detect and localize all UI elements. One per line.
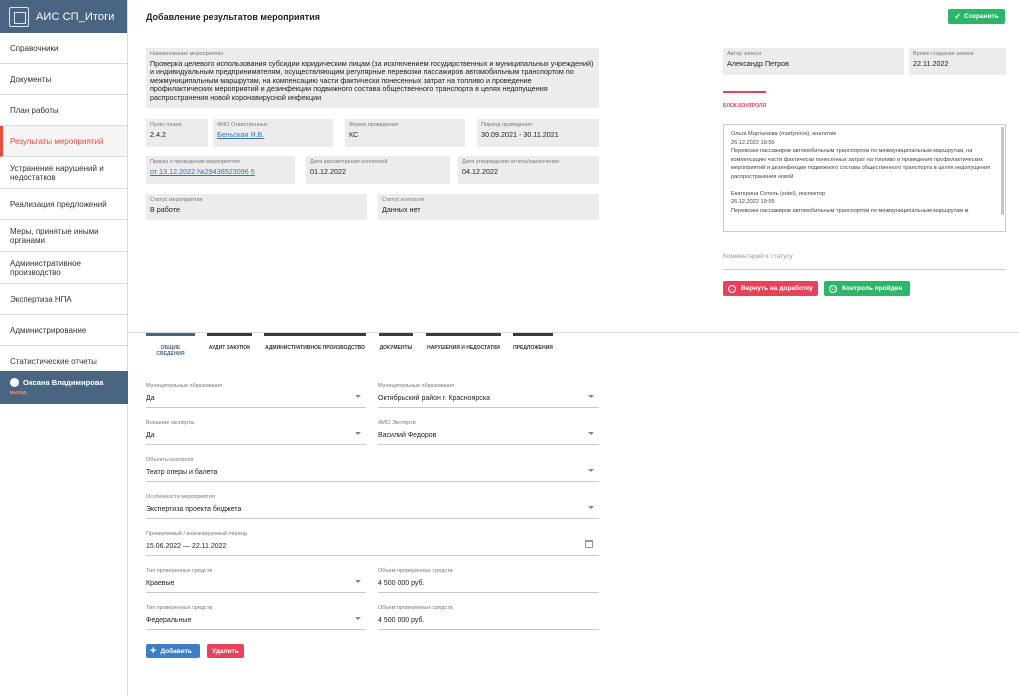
tab-procurement-audit[interactable]	[207, 333, 252, 351]
field-value: Театр оперы и балета	[146, 469, 218, 476]
add-button[interactable]	[146, 644, 200, 658]
control-passed-button[interactable]	[824, 281, 910, 296]
sidebar-item-violations[interactable]: Устранение нарушений и недостатков	[0, 157, 127, 189]
approve-date-field	[458, 156, 599, 184]
chevron-down-icon	[355, 617, 361, 620]
tab-label: ПРЕДЛОЖЕНИЯ	[513, 345, 553, 351]
add-button-label: Добавить	[160, 647, 192, 655]
history-author: Екатерина Сотель (sotel), инспектор	[731, 190, 826, 197]
sidebar-item-proposals[interactable]: Реализация предложений	[0, 189, 127, 220]
author-label: Автор записи	[727, 51, 762, 57]
order-field	[146, 156, 295, 184]
approve-date-label: Дата утверждения отчета/заключения	[462, 159, 560, 165]
control-objects-select[interactable]	[146, 457, 599, 482]
tab-proposals[interactable]	[513, 333, 553, 351]
external-experts-select[interactable]	[146, 420, 366, 445]
municipal-select[interactable]	[146, 383, 366, 408]
sidebar-item-stat-reports[interactable]: Статистические отчеты	[0, 346, 127, 377]
period-value: 30.09.2021 - 30.11.2021	[481, 130, 559, 139]
return-for-revision-button[interactable]	[723, 281, 818, 296]
sidebar-item-admin-proceedings[interactable]: Административное производство	[0, 252, 127, 284]
municipal-district-select[interactable]	[378, 383, 599, 408]
plus-icon: +	[150, 645, 157, 657]
sidebar-item-other-measures[interactable]: Меры, принятые иными органами	[0, 220, 127, 252]
funds-volume-input[interactable]	[378, 568, 599, 593]
smile-icon: ☺	[830, 285, 836, 292]
history-author: Ольга Мартынова (martynova), аналитик	[731, 131, 837, 137]
field-value: Краевые	[146, 580, 175, 587]
period-field	[477, 119, 599, 147]
funds-type-select[interactable]	[146, 568, 366, 593]
tab-label: ДОКУМЕНТЫ	[379, 345, 413, 351]
field-label: Тип проверенных средств	[146, 568, 213, 574]
app-brand[interactable]	[0, 0, 127, 33]
chevron-down-icon	[588, 395, 594, 398]
control-block-label[interactable]: БЛОК КОНТРОЛЯ	[723, 103, 767, 109]
chevron-down-icon	[588, 432, 594, 435]
plan-item-field	[146, 119, 208, 147]
responsible-field	[213, 119, 333, 147]
chevron-down-icon	[588, 469, 594, 472]
author-value: Александр Петров	[727, 59, 789, 68]
sidebar-item-administration[interactable]: Администрирование	[0, 315, 127, 346]
approve-date-value: 04.12.2022	[462, 167, 498, 176]
sidebar-item-documents[interactable]: Документы	[0, 64, 127, 95]
form-value: КС	[349, 130, 359, 139]
field-value: Октябрьский район г. Красноярска	[378, 395, 490, 402]
chevron-down-icon	[588, 506, 594, 509]
responsible-link[interactable]: Бельская Я.В.	[217, 130, 265, 139]
control-tab-indicator	[723, 91, 766, 93]
field-value: Экспертиза проекта бюджета	[146, 506, 242, 513]
audit-period-input[interactable]	[146, 531, 599, 556]
author-field	[723, 48, 904, 75]
form-label: Форма проведения	[349, 122, 398, 128]
event-features-select[interactable]	[146, 494, 599, 519]
tab-admin-proceedings[interactable]	[264, 333, 366, 351]
sidebar-item-work-plan[interactable]: План работы	[0, 95, 127, 126]
field-label: Объем проверенных средств	[378, 605, 453, 611]
event-status-field	[146, 194, 367, 220]
event-name-field	[146, 48, 599, 108]
tab-documents[interactable]	[379, 333, 413, 351]
review-date-value: 01.12.2022	[310, 167, 346, 176]
review-date-label: Дата рассмотрения коллегией	[310, 159, 388, 165]
field-value: 15.06.2022 — 22.11.2022	[146, 543, 227, 550]
review-date-field	[306, 156, 450, 184]
field-label: Тип проверенных средств	[146, 605, 213, 611]
tab-label: ОБЩИЕ СВЕДЕНИЯ	[156, 345, 185, 357]
control-status-label: Статус контроля	[382, 197, 425, 203]
history-text: Перевозки пассажиров автомобильным транспортом по межмуниципальным маршрутам м	[731, 207, 969, 214]
history-text: Перевозки пассажиров автомобильным транспортом по межмуниципальным маршрутам, на компенсацию части фактически понесенных затрат на топливо и проведение профилактических мероприятий и дезинфекции подвижного состава общественного транспорта в целях недопущения распространения новой	[731, 148, 991, 180]
page-title: Добавление результатов мероприятия	[146, 12, 320, 22]
field-label: Объем проверенных средств	[378, 568, 453, 574]
save-button-label: Сохранить	[963, 13, 999, 20]
save-button[interactable]	[948, 9, 1005, 24]
sidebar-item-npa-expertise[interactable]: Экспертиза НПА	[0, 284, 127, 315]
control-history[interactable]	[723, 124, 1006, 232]
tab-general[interactable]	[146, 333, 195, 357]
tab-label: НАРУШЕНИЯ И НЕДОСТАТКИ	[427, 345, 500, 351]
chevron-down-icon	[355, 580, 361, 583]
calendar-icon[interactable]	[585, 540, 593, 548]
history-entry	[731, 130, 998, 182]
field-label: ФИО Эксперта	[378, 420, 416, 426]
order-label: Приказ о проведении мероприятия	[150, 159, 240, 165]
field-value: Да	[146, 432, 155, 439]
section-divider	[128, 332, 1019, 333]
chevron-down-icon	[355, 395, 361, 398]
field-label: Муниципальные образования	[146, 383, 223, 389]
user-name: Оксана Владимирова	[23, 378, 104, 387]
plan-item-label: Пункт плана	[150, 122, 182, 128]
field-value: 4 500 000 руб.	[378, 617, 425, 624]
user-avatar-icon	[10, 378, 19, 387]
chevron-down-icon	[355, 432, 361, 435]
return-icon: ←	[729, 285, 735, 292]
status-comment-input[interactable]: Комментарий к статусу	[723, 253, 1006, 270]
app-title: АИС СП_Итоги	[36, 10, 115, 23]
funds-volume-input[interactable]	[378, 605, 599, 630]
form-field	[345, 119, 465, 147]
event-status-value: В работе	[150, 205, 180, 214]
event-name-label: Наименование мероприятия	[150, 51, 224, 57]
sidebar	[0, 0, 128, 696]
history-scrollbar[interactable]	[1001, 127, 1004, 215]
event-status-label: Статус мероприятия	[150, 197, 203, 203]
control-status-value: Данных нет	[382, 205, 421, 214]
delete-button[interactable]	[207, 644, 244, 658]
user-box	[0, 371, 128, 404]
order-link[interactable]: от 13.12.2022 №29436523096 5	[150, 167, 255, 176]
field-label: Объекты контроля	[146, 457, 194, 463]
expert-name-select[interactable]	[378, 420, 599, 445]
logout-link[interactable]: выход	[10, 390, 27, 396]
field-value: Василий Федоров	[378, 432, 437, 439]
pass-button-label: Контроль пройден	[842, 285, 903, 292]
field-label: Особенности мероприятия	[146, 494, 215, 500]
history-date: 26.12.2022 19:55	[731, 199, 775, 206]
delete-button-label: Удалить	[212, 647, 239, 655]
history-date: 26.12.2022 19:55	[731, 139, 775, 146]
tab-label: АДМИНИСТРАТИВНОЕ ПРОИЗВОДСТВО	[265, 345, 365, 351]
control-status-field	[378, 194, 599, 220]
field-value: 4 500 000 руб.	[378, 580, 425, 587]
funds-type-select[interactable]	[146, 605, 366, 630]
sidebar-item-references[interactable]: Справочники	[0, 33, 127, 64]
plan-item-value: 2.4.2	[150, 130, 166, 139]
field-value: Федеральные	[146, 617, 192, 624]
period-label: Период проведения	[481, 122, 533, 128]
field-label: Муниципальные образования	[378, 383, 455, 389]
created-value: 22.11.2022	[913, 59, 949, 68]
sidebar-item-event-results[interactable]: Результаты мероприятий	[0, 126, 127, 157]
created-label: Время создания записи	[913, 51, 974, 57]
tab-violations[interactable]	[426, 333, 501, 351]
field-label: Внешние эксперты	[146, 420, 195, 426]
tab-label: АУДИТ ЗАКУПОК	[208, 345, 251, 351]
history-entry	[731, 190, 998, 216]
event-name-value: Проверка целевого использования субсидии юридическим лицам (за исключением государственных и муниципальных учреждений) и индивидуальным предпринимателям, осуществляющим регулярные перевозки пассажиров автомобильным транспортом по межмуниципальным маршрутам, на компенсацию части фактически понесенных затрат на топливо и проведение профилактических мероприятий и дезинфекции подвижного состава общественного транспорта в целях недопущения распространения новой коронавирусной инфекции	[150, 59, 594, 102]
field-label: Проверяемый / анализируемый период	[146, 531, 247, 537]
field-value: Да	[146, 395, 155, 402]
responsible-label: ФИО Отвественных	[217, 122, 268, 128]
check-icon: ✓	[954, 12, 961, 21]
created-field	[909, 48, 1006, 75]
return-button-label: Вернуть на доработку	[741, 285, 813, 292]
logo-icon	[9, 7, 29, 27]
